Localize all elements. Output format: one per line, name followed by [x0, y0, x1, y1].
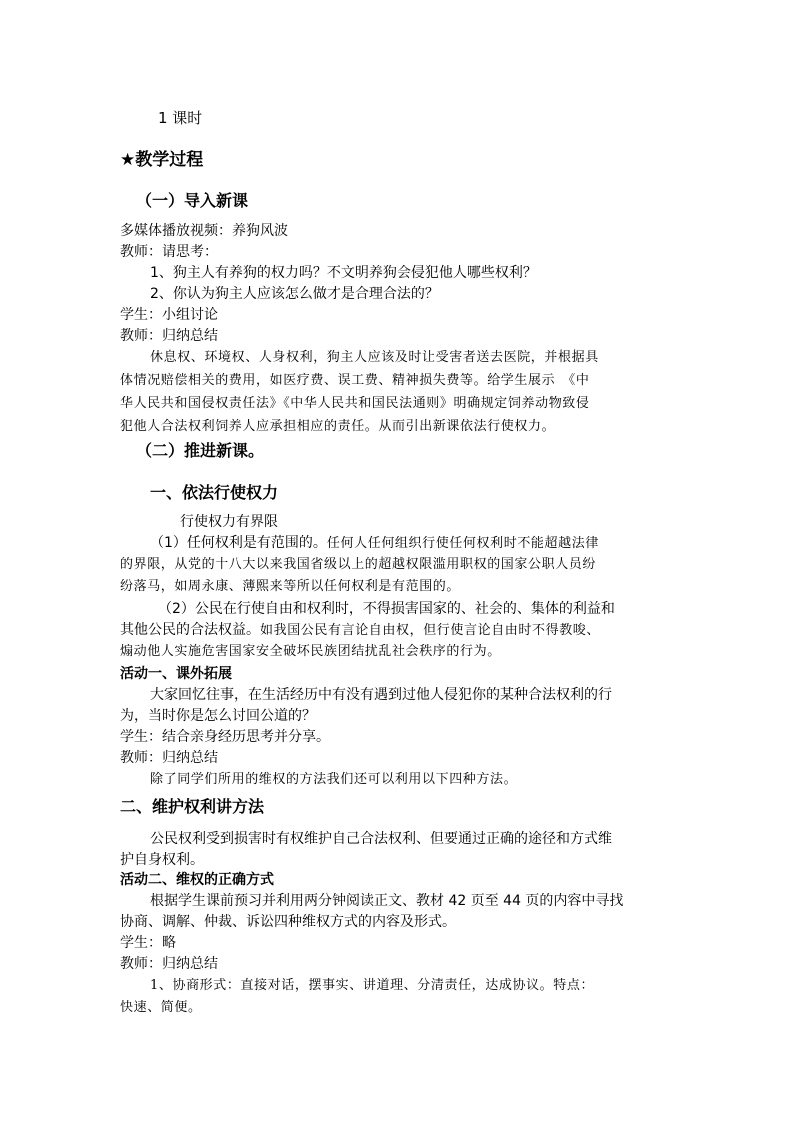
intro-paragraph-line: 体情况赔偿相关的费用，如医疗费、误工费、精神损失费等。给学生展示 《中 [120, 373, 590, 388]
activity-1-note: 除了同学们所用的维权的方法我们还可以利用以下四种方法。 [150, 772, 518, 787]
subsection-1-1: 行使权力有界限 [180, 514, 278, 530]
activity-1-line: 大家回忆往事，在生活经历中有没有遇到过他人侵犯你的某种合法权利的行 [150, 687, 612, 703]
teacher-prompt: 教师：请思考： [120, 244, 218, 260]
activity-1-heading: 活动一、课外拓展 [120, 666, 232, 682]
point-1-line: 的界限，从党的十八大以来我国省级以上的超越权限滥用职权的国家公职人员纷 [120, 557, 597, 572]
student-line: 学生：小组讨论 [120, 307, 218, 323]
point-2-rest: 如我国公民有言论自由权，但行使言论自由时不得教唆、 [260, 623, 601, 638]
intro-paragraph-line: 华人民共和国侵权责任法》《中华人民共和国民法通则》明确规定饲养动物致侵 [120, 396, 590, 411]
activity-1-student: 学生：结合亲身经历思考并分享。 [120, 729, 330, 745]
subsection-1-heading: 一、依法行使权力 [150, 483, 279, 502]
point-1-rest: 任何人任何组织行使任何权利时不能超越法律 [326, 536, 599, 551]
activity-2-line: 协商、调解、仲裁、诉讼四种维权方式的内容及形式。 [120, 914, 456, 930]
section-title: ★教学过程 [120, 150, 204, 170]
activity-2-heading: 活动二、维权的正确方式 [120, 872, 274, 888]
part2-heading: （二）推进新课。 [136, 441, 265, 460]
method-1-line: 快速、简便。 [120, 1000, 202, 1015]
activity-2-line: 根据学生课前预习并利用两分钟阅读正文、教材 42 页至 44 页的内容中寻找 [150, 893, 624, 909]
question-2: 2、你认为狗主人应该怎么做才是合理合法的？ [150, 286, 439, 302]
lesson-hours: 1 课时 [158, 109, 203, 127]
question-1: 1、狗主人有养狗的权力吗？不文明养狗会侵犯他人哪些权利？ [150, 265, 537, 281]
activity-1-teacher: 教师：归纳总结 [120, 750, 218, 766]
media-line: 多媒体播放视频：养狗风波 [120, 223, 288, 239]
part1-heading: （一）导入新课 [136, 191, 249, 210]
point-2-line: 煽动他人实施危害国家安全破坏民族团结扰乱社会秩序的行为。 [120, 644, 501, 659]
subsection-2-line: 护自身权利。 [120, 852, 204, 868]
intro-paragraph-line: 休息权、环境权、人身权利，狗主人应该及时让受害者送去医院，并根据具 [150, 350, 599, 365]
activity-2-student: 学生：略 [120, 935, 176, 951]
point-1-lead: （1）任何权利是有范围的。 [150, 535, 327, 551]
subsection-2-line: 公民权利受到损害时有权维护自己合法权利、但要通过正确的途径和方式维 [150, 831, 612, 847]
point-1-line: 纷落马，如周永康、薄熙来等所以任何权利是有范围的。 [120, 579, 461, 594]
point-2-line [120, 620, 600, 641]
activity-1-line: 为，当时你是怎么讨回公道的？ [120, 708, 316, 724]
teacher-summary-line: 教师：归纳总结 [120, 328, 218, 344]
method-1-line: 1、协商形式：直接对话，摆事实、讲道理、分清责任，达成协议。特点： [150, 978, 595, 993]
point-2-lead: 其他公民的合法权益。 [120, 622, 260, 638]
point-1-line [150, 533, 599, 554]
point-2-line: （2）公民在行使自由和权利时，不得损害国家的、社会的、集体的利益和 [158, 601, 615, 617]
activity-2-teacher: 教师：归纳总结 [120, 956, 218, 972]
intro-paragraph-line: 犯他人合法权利饲养人应承担相应的责任。从而引出新课依法行使权力。 [120, 419, 556, 434]
subsection-2-heading: 二、维护权利讲方法 [120, 797, 265, 816]
